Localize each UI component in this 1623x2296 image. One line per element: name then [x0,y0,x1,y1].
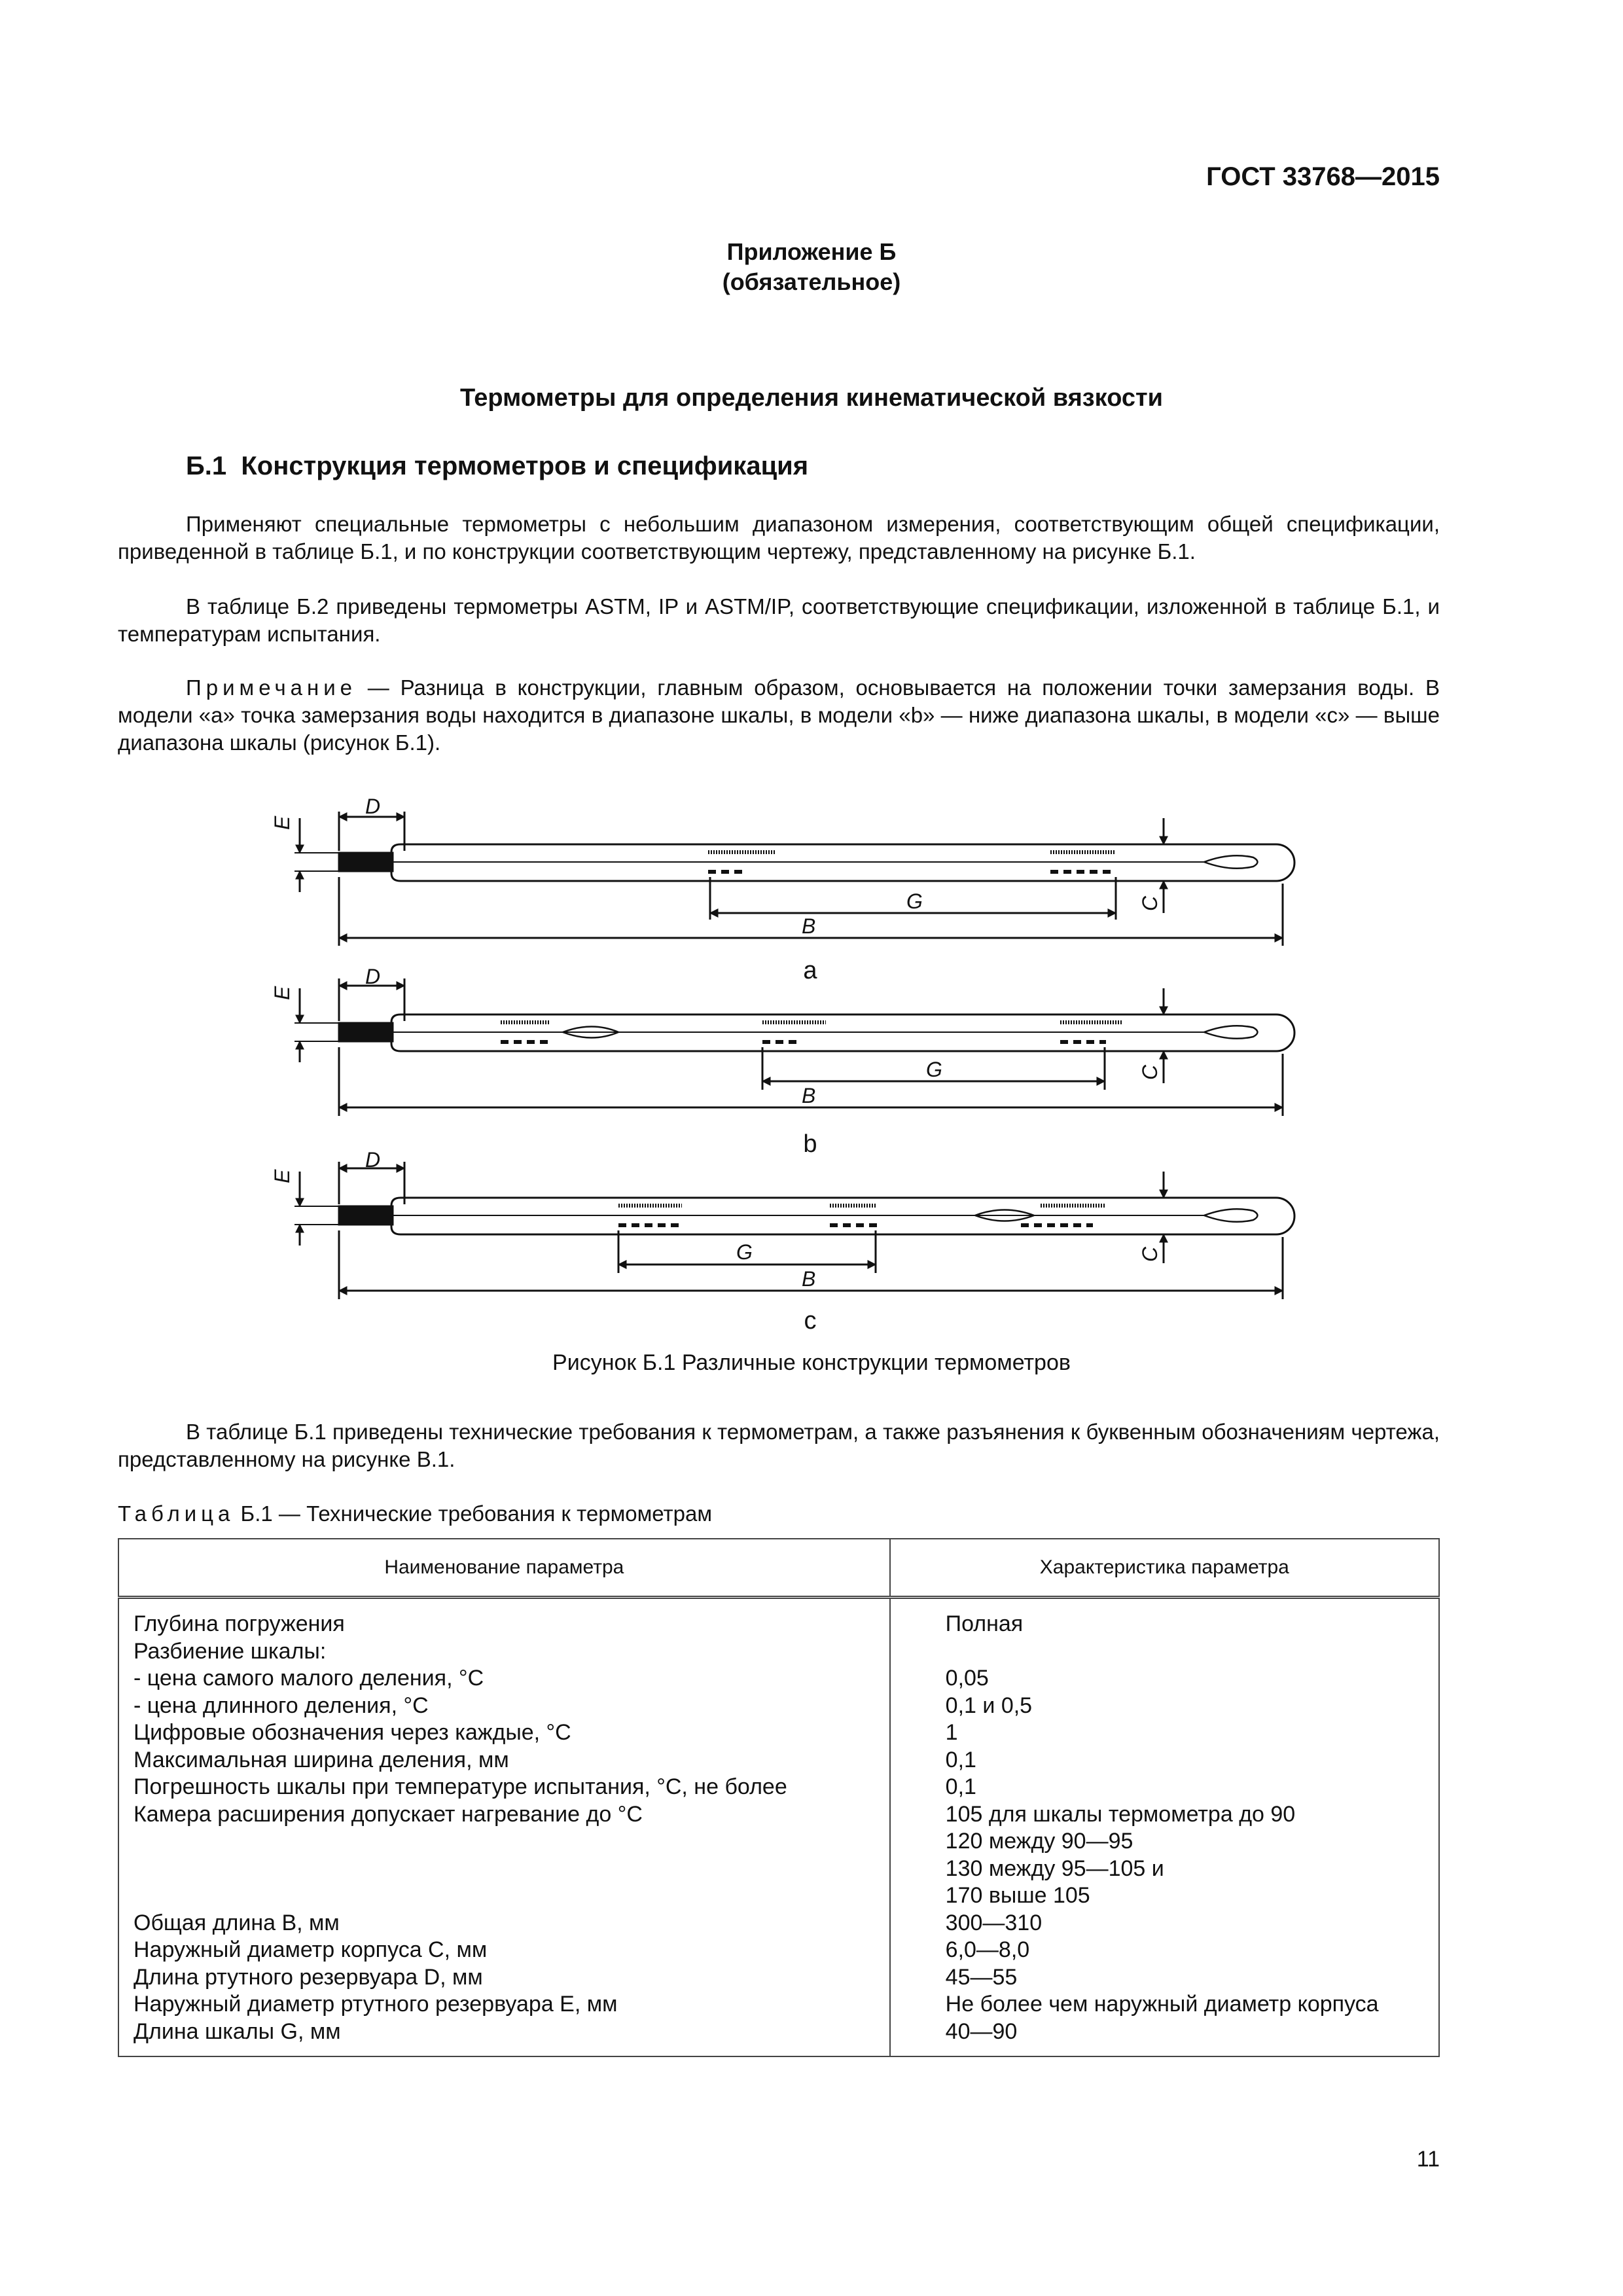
label-b-b: B [802,1084,816,1107]
label-e-c: E [270,1169,294,1183]
value-line: 300—310 [945,1910,1043,1935]
value-line: 0,1 [945,1774,976,1799]
paragraph-2: В таблице Б.2 приведены термометры ASTM, IP и ASTM/IP, соответствующие спецификации, изложенной в таблице Б.1, и температурам испытания. [118,594,1440,646]
note-text: — Разница в конструкции, главным образом, основывается на положении точки замерзания воды. В модели «а» точка замерзания воды находится в диапазоне шкалы, в модели «b» — ниже диапазона шкалы, в модели «с» — выше диапазона шкалы (рисунок Б.1). [118,675,1440,755]
label-e-b: E [270,986,294,1000]
value-line: 120 между 90—95 [945,1829,1133,1854]
param-line [134,1882,875,1910]
note-paragraph [118,674,1440,757]
value-line: 0,05 [945,1666,989,1691]
table-caption-text: Б.1 — Технические требования к термометрам [234,1501,713,1526]
value-line: 0,1 и 0,5 [945,1693,1033,1718]
param-line: Погрешность шкалы при температуре испытания, °С, не более [134,1774,787,1799]
value-cell [890,1598,1439,2057]
table-caption [118,1501,712,1526]
param-line: Камера расширения допускает нагревание до °С [134,1801,643,1827]
param-line: Длина ртутного резервуара D, мм [134,1964,483,1990]
section-number: Б.1 [186,452,227,480]
label-d-b: D [365,965,381,988]
label-d-a: D [365,795,381,818]
param-line [134,1856,875,1883]
appendix-title: Приложение Б [726,238,897,265]
variant-label-a: a [803,957,817,984]
table-row [118,1598,1439,2057]
header-parameter: Наименование параметра [118,1539,890,1598]
page-title: Термометры для определения кинематической вязкости [459,384,1164,412]
label-c-b: C [1138,1064,1162,1080]
value-line: 45—55 [945,1964,1018,1990]
standard-number: ГОСТ 33768—2015 [1206,162,1440,191]
label-g-c: G [736,1240,753,1264]
param-line: Наружный диаметр ртутного резервуара Е, мм [134,1992,618,2017]
figure-caption: Рисунок Б.1 Различные конструкции термометров [552,1350,1071,1375]
value-line: 105 для шкалы термометра до 90 [945,1801,1296,1827]
page-number: 11 [1416,2147,1440,2172]
param-line: Максимальная ширина деления, мм [134,1747,509,1772]
table-caption-label: Таблица [118,1501,235,1526]
appendix-status: (обязательное) [722,268,901,295]
param-line: Длина шкалы G, мм [134,2018,341,2044]
param-line: - цена самого малого деления, °С [134,1666,484,1691]
spec-table [118,1538,1440,2057]
label-d-c: D [365,1148,381,1172]
param-line [134,1828,875,1856]
paragraph-1: Применяют специальные термометры с небольшим диапазоном измерения, соответствующим общей спецификации, приведенной в таблице Б.1, и по конструкции соответствующим чертежу, представленному на рисунке Б.1. [118,512,1440,564]
param-line: Глубина погружения [134,1611,345,1636]
label-g-a: G [906,889,923,913]
param-line: Цифровые обозначения через каждые, °С [134,1720,571,1745]
paragraph-3: В таблице Б.1 приведены технические требования к термометрам, а также разъянения к буквенным обозначениям чертежа, представленному на рисунке В.1. [118,1420,1440,1471]
header-value: Характеристика параметра [890,1539,1439,1598]
note-label: Примечание [186,675,357,700]
variant-label-c: c [804,1307,817,1335]
label-c-a: C [1138,895,1162,911]
thermometer-a [294,812,1294,946]
param-line: Наружный диаметр корпуса С, мм [134,1937,488,1962]
label-c-c: C [1138,1246,1162,1262]
parameter-cell [118,1598,890,2057]
param-line: Разбиение шкалы: [134,1638,327,1664]
thermometer-b [294,978,1294,1116]
value-line: Полная [945,1611,1024,1636]
value-line [946,1638,1424,1666]
label-b-a: B [802,914,816,938]
param-line: Общая длина В, мм [134,1910,340,1935]
table-header-row [118,1539,1439,1598]
section-heading [186,452,808,481]
section-title: Конструкция термометров и спецификация [241,452,809,480]
thermometer-figure [262,785,1309,1335]
value-line: 40—90 [945,2018,1018,2044]
value-line: 130 между 95—105 и [945,1856,1164,1881]
value-line: 0,1 [945,1747,976,1772]
value-line: Не более чем наружный диаметр корпуса [945,1992,1379,2017]
param-line: - цена длинного деления, °С [134,1693,429,1718]
value-line: 1 [945,1720,958,1745]
variant-label-b: b [803,1130,817,1158]
thermometer-c [294,1162,1294,1299]
label-b-c: B [802,1267,816,1291]
label-g-b: G [926,1058,942,1081]
label-e-a: E [270,816,294,830]
value-line: 6,0—8,0 [945,1937,1030,1962]
value-line: 170 выше 105 [945,1883,1090,1908]
